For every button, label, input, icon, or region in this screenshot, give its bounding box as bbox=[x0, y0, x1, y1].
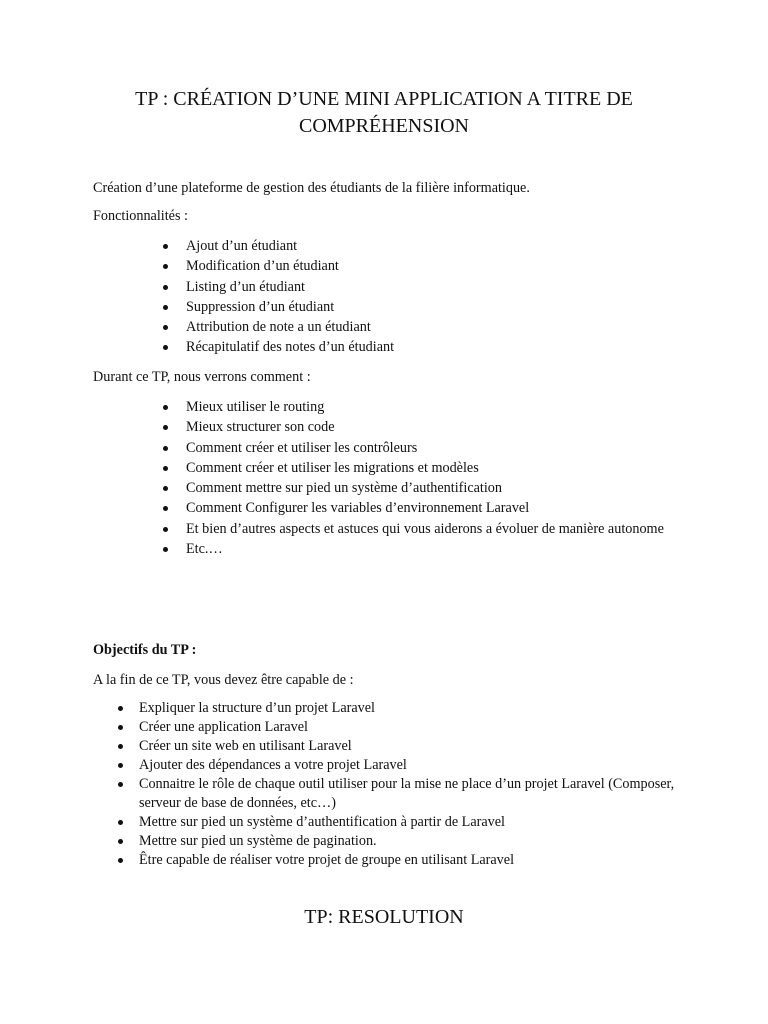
bullet-icon bbox=[163, 486, 168, 491]
list-item: Comment Configurer les variables d’environnement Laravel bbox=[186, 498, 674, 518]
list-item: Ajout d’un étudiant bbox=[186, 236, 674, 256]
learn-label: Durant ce TP, nous verrons comment : bbox=[93, 369, 311, 385]
objectives-list bbox=[139, 699, 679, 870]
list-item: Créer une application Laravel bbox=[139, 718, 679, 737]
list-item: Attribution de note a un étudiant bbox=[186, 317, 674, 337]
list-item: Modification d’un étudiant bbox=[186, 256, 674, 276]
document-title: TP : CRÉATION D’UNE MINI APPLICATION A TITRE DE COMPRÉHENSION bbox=[135, 88, 633, 137]
list-item: Créer un site web en utilisant Laravel bbox=[139, 737, 679, 756]
list-item: Expliquer la structure d’un projet Laravel bbox=[139, 699, 679, 718]
bullet-icon bbox=[163, 325, 168, 330]
bullet-icon bbox=[163, 466, 168, 471]
objectives-title: Objectifs du TP : bbox=[93, 642, 197, 658]
list-item: Listing d’un étudiant bbox=[186, 277, 674, 297]
bullet-icon bbox=[163, 244, 168, 249]
list-item: Et bien d’autres aspects et astuces qui vous aiderons a évoluer de manière autonome bbox=[186, 519, 674, 539]
bullet-icon bbox=[163, 446, 168, 451]
bullet-icon bbox=[163, 305, 168, 310]
list-item: Mettre sur pied un système de pagination. bbox=[139, 832, 679, 851]
bullet-icon bbox=[118, 858, 123, 863]
objectives-intro: A la fin de ce TP, vous devez être capable de : bbox=[93, 672, 354, 688]
bullet-icon bbox=[118, 839, 123, 844]
bullet-icon bbox=[163, 285, 168, 290]
list-item: Suppression d’un étudiant bbox=[186, 297, 674, 317]
list-item: Mieux structurer son code bbox=[186, 417, 674, 437]
bullet-icon bbox=[118, 820, 123, 825]
bullet-icon bbox=[118, 763, 123, 768]
list-item: Mieux utiliser le routing bbox=[186, 397, 674, 417]
list-item: Connaitre le rôle de chaque outil utiliser pour la mise ne place d’un projet Laravel (Composer, serveur de base de données, etc…) bbox=[139, 775, 679, 813]
list-item: Comment mettre sur pied un système d’authentification bbox=[186, 478, 674, 498]
bullet-icon bbox=[118, 706, 123, 711]
intro-paragraph: Création d’une plateforme de gestion des étudiants de la filière informatique. bbox=[93, 180, 530, 196]
bullet-icon bbox=[163, 547, 168, 552]
learn-list bbox=[186, 397, 674, 559]
bullet-icon bbox=[163, 527, 168, 532]
list-item: Comment créer et utiliser les contrôleurs bbox=[186, 438, 674, 458]
list-item: Comment créer et utiliser les migrations et modèles bbox=[186, 458, 674, 478]
list-item: Être capable de réaliser votre projet de groupe en utilisant Laravel bbox=[139, 851, 679, 870]
bullet-icon bbox=[163, 425, 168, 430]
bullet-icon bbox=[163, 345, 168, 350]
bullet-icon bbox=[118, 782, 123, 787]
list-item: Ajouter des dépendances a votre projet Laravel bbox=[139, 756, 679, 775]
bullet-icon bbox=[118, 744, 123, 749]
bullet-icon bbox=[118, 725, 123, 730]
list-item: Etc.… bbox=[186, 539, 674, 559]
resolution-title: TP: RESOLUTION bbox=[304, 906, 464, 928]
bullet-icon bbox=[163, 405, 168, 410]
bullet-icon bbox=[163, 264, 168, 269]
list-item: Mettre sur pied un système d’authentification à partir de Laravel bbox=[139, 813, 679, 832]
bullet-icon bbox=[163, 506, 168, 511]
features-list bbox=[186, 236, 674, 358]
list-item: Récapitulatif des notes d’un étudiant bbox=[186, 337, 674, 357]
features-label: Fonctionnalités : bbox=[93, 208, 188, 224]
